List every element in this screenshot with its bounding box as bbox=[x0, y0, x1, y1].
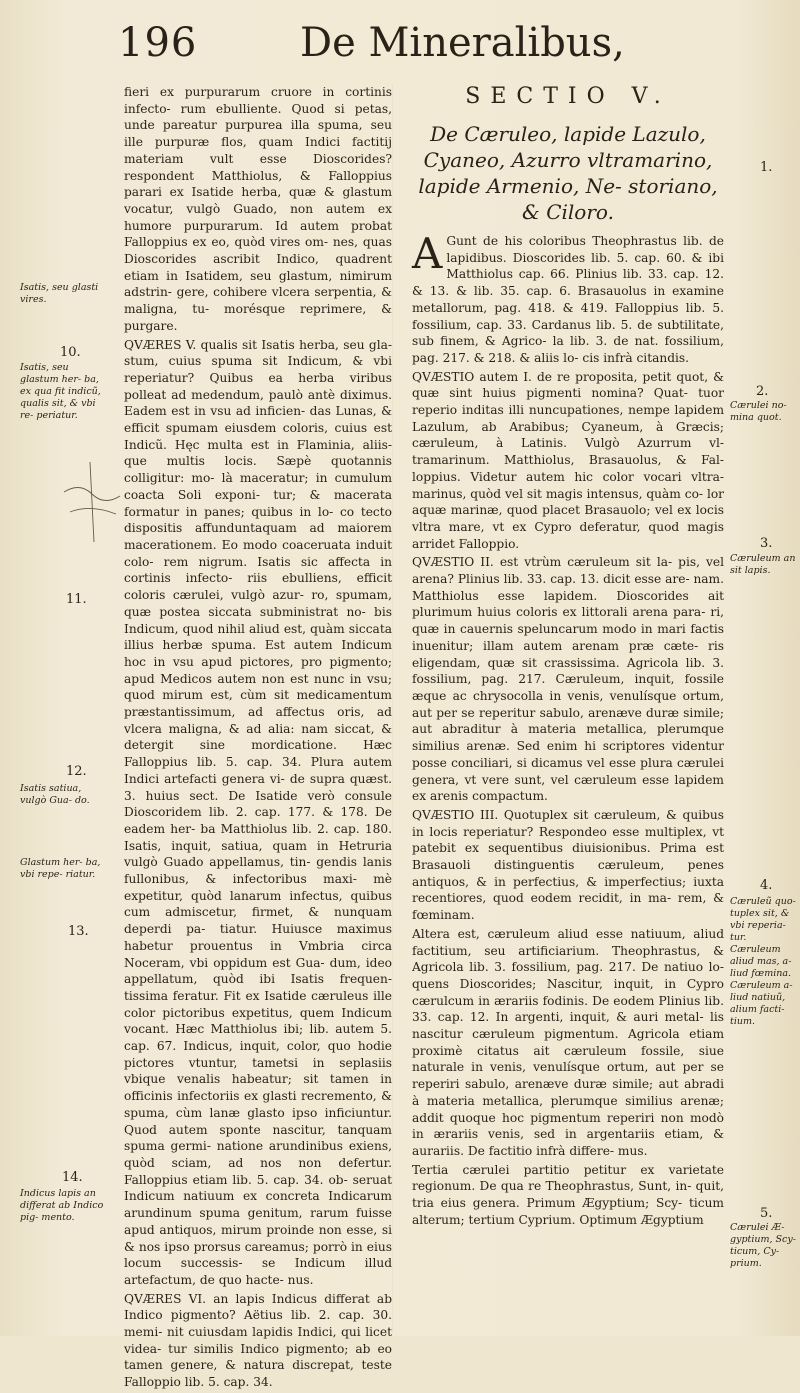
margin-number-r1: 1. bbox=[760, 160, 773, 175]
column-gutter bbox=[392, 84, 393, 1334]
margin-note-indicus-lapis: Indicus lapis an differat ab Indico pig- mento. bbox=[20, 1188, 104, 1223]
margin-note-caerulei-nomina: Cærulei no- mina quot. bbox=[730, 400, 787, 423]
margin-number-r3: 3. bbox=[760, 536, 773, 551]
paragraph-agunt-text: Gunt de his coloribus Theophrastus lib. de lapidibus. Dioscorides lib. 5. cap. 60. & ibi Matthiolus cap. 66. Plinius lib. 33. cap. 12. & 13. & lib. 35. cap. 6. Brasauolus in examine metallorum, pag. 418. & 419. Falloppius lib. 5. fossilium, cap. 33. Cardanus lib. 5. de subtilitate, sub finem, & Agrico- la lib. 3. de nat. fossilium, pag. 217. & 218. & aliis lo- cis infrà citandis. bbox=[412, 234, 724, 365]
paragraph-quaestio-i: QVÆSTIO autem I. de re proposita, petit quot, & quæ sint huius pigmenti nomina? Quat- tuor reperio inditas illi nuncupationes, nempe lapidem Lazulum, ab Arabibus; Cyaneum, à Græcis; cæruleum, à Latinis. Vulgò Azurrum vl- tramarinum. Matthiolus, Brasauolus, & Fal- loppius. Videtur autem hic color vocari vltra- marinus, quòd vel sit magis intensus, quàm co- lor aquæ marinæ, quod placet Brasauolo; vel ex locis vltra mare, vt ex Cypro deferatur, quod magis arridet Falloppio. bbox=[412, 369, 724, 551]
section-heading: De Cæruleo, lapide Lazulo, Cyaneo, Azurro vltramarino, lapide Armenio, Ne- storiano, & Ciloro. bbox=[418, 122, 718, 224]
margin-note-caeruleum-lapis: Cæruleum an sit lapis. bbox=[730, 553, 796, 576]
page-number: 196 bbox=[118, 20, 198, 66]
left-column bbox=[124, 84, 392, 1393]
running-head: De Mineralibus, bbox=[300, 20, 625, 66]
paragraph-quaestio-ii: QVÆSTIO II. est vtrùm cæruleum sit la- pis, vel arena? Plinius lib. 33. cap. 13. dicit esse are- nam. Matthiolus esse lapidem. Dioscorides ait plurimum huius coloris ex littorali arena para- ri, quæ in cauernis speluncarum modo in mari factis inuenitur; illam autem arenam præ cæte- ris eligendam, quæ sit crassissima. Agricola lib. 3. fossilium, pag. 217. Cæruleum, inquit, fossile æque ac chrysocolla in venis, venulísque ortum, aut per se reperitur sabulo, arenæve duræ simile; aut abraditur à materia metallica, plerumque similius arenæ. Sed enim hi scriptores videntur posse conciliari, si dicamus vel esse plura cærulei genera, vt vere sunt, vel cæruleum esse lapidem ex arenis compactum. bbox=[412, 555, 724, 804]
sectio-title: SECTIO V. bbox=[465, 84, 671, 109]
margin-number-11: 11. bbox=[66, 592, 87, 607]
margin-number-r4: 4. bbox=[760, 878, 773, 893]
margin-note-glasti-vires: Isatis, seu glasti vires. bbox=[20, 282, 99, 305]
paragraph-quaeres-v: QVÆRES V. qualis sit Isatis herba, seu gla- stum, cuius spuma sit Indicum, & vbi reperiatur? Quibus ea herba viribus polleat ad medendum, paulò antè diximus. Eadem est in vsu ad inficien- das Lunas, & efficit spumam eiusdem coloris, cuius est Indicũ. Hęc multa est in Flaminia, aliis- que multis locis. Sæpè quotannis colligitur: mo- là maceratur; in cumulum coacta Soli exponi- tur; & macerata formatur in panes; quibus in lo- co tecto dispositis affunduntaquam ad maiorem macerationem. Eo modo coaceruata induit colo- rem nigrum. Isatis sic affecta in cortinis infecto- riis ebulliens, efficit coloris cærulei, vulgò azur- ro, spumam, quæ postea siccata subministrat no- bis Indicum, quod nihil aliud est, quàm siccata illius herbæ spuma. Est autem Indicum hoc in vsu apud pictores, pro pigmento; apud Medicos autem non est nunc in vsu; quod mirum est, cùm sit medicamentum præstantissimum, ad affectus oris, ad vlcera maligna, & ad alia: nam siccat, & detergit sine mordicatione. Hæc Falloppius lib. 5. cap. 34. Plura autem Indici artefacti genera vi- de supra quæst. 3. huius sect. De Isatide verò consule Dioscoridem lib. 2. cap. 177. & 178. De eadem her- ba Matthiolus lib. 2. cap. 180. Isatis, inquit, satiua, quam in Hetruria vulgò Guado appellamus, tin- gendis lanis fullonibus, & infectoribus maxi- mè expetitur, quòd lanarum infectus, quibus cum admiscetur, firmet, & nunquam deperdi pa- tiatur. Huiusce maximus habetur prouentus in Vmbria circa Noceram, vbi oppidum est Gua- dum, ideo appellatum, quòd ibi Isatis frequen- tissima feratur. Fit ex Isatide cæruleus ille color pictoribus expetitus, quem Indicum vocant. Hæc Matthiolus ibi; lib. autem 5. cap. 67. Indicus, inquit, color, quo hodie pictores vtuntur, tametsi in seplasiis vbique venalis habeatur; sit tamen in officinis infectoriis ex glasti recremento, & spuma, cùm lanæ glasto ipso inficiuntur. Quod autem sponte nascitur, tanquam spuma germi- natione arundinibus exiens, quòd sciam, ad nos non defertur. Falloppius etiam lib. 5. cap. 34. ob- seruat Indicum natiuum ex concreta Indicarum arundinum spuma genitum, rarum fuisse apud antiquos, mirum proinde non esse, si & nos ipso prorsus careamus; porrò in eius locum successis- se Indicum illud artefactum, de quo hacte- nus. bbox=[124, 337, 392, 1287]
margin-note-caerulei-genera: Cærulei Æ- gyptium, Scy- ticum, Cy- prium. bbox=[730, 1222, 796, 1269]
margin-pen-sketch bbox=[60, 452, 124, 552]
paragraph-quaeres-vi: QVÆRES VI. an lapis Indicus differat ab Indico pigmento? Aëtius lib. 2. cap. 30. memi- nit cuiusdam lapidis Indici, qui licet videa- tur similis Indico pigmento; ab eo tamen genere, & natura discrepat, teste Falloppio lib. 5. cap. 34. bbox=[124, 1291, 392, 1390]
right-column bbox=[412, 84, 724, 1230]
margin-number-r5: 5. bbox=[760, 1206, 773, 1221]
margin-note-isatis-herba: Isatis, seu glastum her- ba, ex qua fit indicũ, qualis sit, & vbi re- periatur. bbox=[20, 362, 101, 421]
page-header bbox=[0, 18, 800, 68]
margin-number-12: 12. bbox=[66, 764, 87, 779]
margin-number-13: 13. bbox=[68, 924, 89, 939]
margin-number-14: 14. bbox=[62, 1170, 83, 1185]
paragraph-altera: Altera est, cæruleum aliud esse natiuum, aliud factitium, seu artificiarium. Theophrastus, & Agricola lib. 3. fossilium, pag. 217. De natiuo lo- quens Dioscorides; Nascitur, inquit, in Cypro cærulcum in ærariis fodinis. De eodem Plinius lib. 33. cap. 12. In argenti, inquit, & auri metal- lis nascitur cæruleum pigmentum. Agricola etiam proximè citatus ait cæruleum fossile, siue naturale in venis, venulísque ortum, aut per se reperiri sabulo, arenæve duræ simile; aut abradi à materia metallica, plerumque similius arenæ; addit quoque hoc pigmentum reperiri non modò in ærariis venis, sed in argentariis etiam, & aurariis. De factitio infrà differe- mus. bbox=[412, 926, 724, 1158]
paragraph-tertia: Tertia cærulei partitio petitur ex varietate regionum. De qua re Theophrastus, Sunt, in- quit, tria eius genera. Primum Ægyptium; Scy- ticum alterum; tertium Cyprium. Optimum Ægyptium bbox=[412, 1162, 724, 1227]
paragraph-agunt bbox=[412, 229, 724, 367]
margin-note-glastum-ubi: Glastum her- ba, vbi repe- riatur. bbox=[20, 857, 101, 880]
paragraph-isatis-intro: fieri ex purpurarum cruore in cortinis infecto- rum ebulliente. Quod si petas, unde pareatur purpurea illa spuma, seu ille purpuræ flos, quam Indici factitij materiam vult esse Dioscorides? respondent Matthiolus, & Falloppius parari ex Isatide herba, quæ & glastum vocatur, vulgò Guado, non autem ex humore purpurarum. Id autem probat Falloppius ex eo, quòd vires om- nes, quas Dioscorides ascribit Indico, quadrent etiam in Isatidem, seu glastum, nimirum adstrin- gere, cohibere vlcera serpentia, & maligna, tu- morésque reprimere, & purgare. bbox=[124, 85, 392, 333]
dropcap-letter: A bbox=[412, 229, 443, 278]
margin-number-r2: 2. bbox=[756, 384, 769, 399]
margin-number-10: 10. bbox=[60, 345, 81, 360]
margin-note-isatis-satiua: Isatis satiua, vulgò Gua- do. bbox=[20, 783, 90, 806]
margin-note-caeruleum-quotuplex: Cæruleũ quo- tuplex sit, & vbi reperia- tur. Cæruleum aliud mas, a- liud fœmina. Cæruleum a- liud natiuũ, alium facti- tium. bbox=[730, 896, 796, 1027]
paragraph-quaestio-iii: QVÆSTIO III. Quotuplex sit cæruleum, & quibus in locis reperiatur? Respondeo esse multiplex, vt patebit ex sequentibus diuisionibus. Prima est Brasauoli distinguentis cæruleum, penes antiquos, & in perfectius, & imperfectius; iuxta recentiores, quod eodem recidit, in ma- rem, & fœminam. bbox=[412, 807, 724, 923]
